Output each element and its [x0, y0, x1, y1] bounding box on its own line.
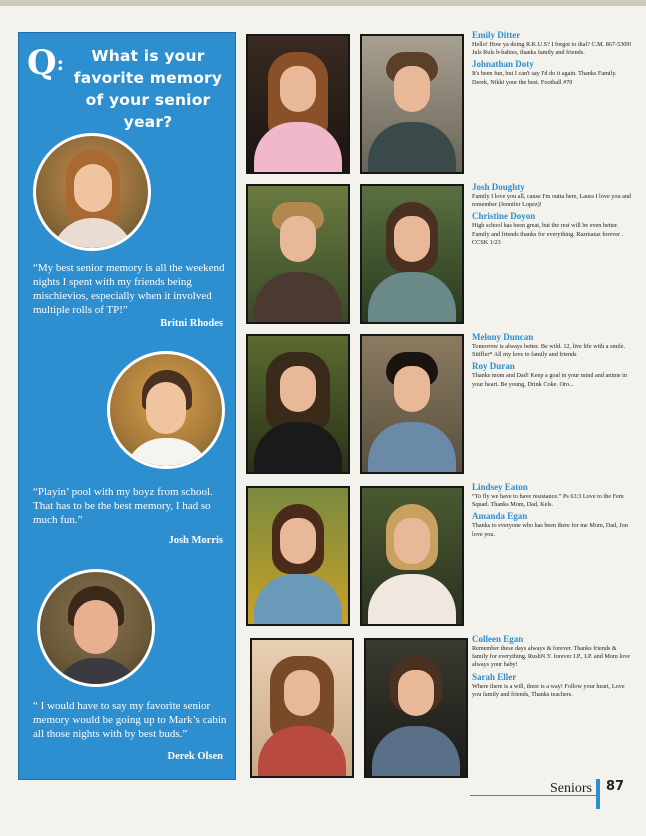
- student-name: Josh Doughty: [472, 182, 525, 192]
- student-name: Sarah Eller: [472, 671, 517, 682]
- photo-josh-doughty: [246, 184, 350, 324]
- student-message: Tomorrow is always better. Be wild. 12, live life with a smile. Stiffler* All my love to family and friends: [472, 343, 626, 359]
- page-top-edge: [0, 0, 646, 6]
- student-name: Amanda Egan: [472, 511, 528, 522]
- student-message: Remember these days always & forever. Thanks friends & family for everything. RushN.Y. forever J.P., LP. and Mom love always your baby!: [472, 645, 630, 669]
- photo-johnathan-doty: [360, 34, 464, 174]
- portrait-derek-olsen: [37, 569, 155, 687]
- footer-accent-bar: [596, 779, 600, 809]
- student-name: Lindsey Eaton: [472, 482, 528, 492]
- quote-text: “Playin’ pool with my boyz from school. That has to be the best memory, I had so much fun.”: [33, 486, 213, 526]
- section-label: Seniors: [550, 781, 592, 796]
- photo-lindsey-eaton: [246, 486, 350, 626]
- student-name: Johnathan Doty: [472, 59, 534, 70]
- student-message: Thanks mom and Dad! Keep a goal in your mind and anime in your heart. Be young, Drink Coke. Oro...: [472, 372, 627, 388]
- photo-roy-duran: [360, 334, 464, 474]
- caption-group: [472, 482, 632, 541]
- quote-text: “ I would have to say my favorite senior memory would be going up to Mark’s cabin all those nights with by best buds.”: [33, 700, 227, 740]
- student-message: It's been fun, but I can't say I'd do it again. Thanks Family. Derek, Nikki your the best. Football #70: [472, 70, 617, 86]
- quote-author: Josh Morris: [168, 535, 223, 546]
- caption-group: [472, 634, 632, 701]
- photo-colleen-egan: [250, 638, 354, 778]
- student-message: Where there is a will, there is a way! Follow your heart, Love you family and friends, Thanks teachers.: [472, 682, 625, 698]
- caption-group: [472, 182, 632, 249]
- photo-sarah-eller: [364, 638, 468, 778]
- question-title: What is your favorite memory of your senior year?: [73, 47, 223, 131]
- student-name: Roy Duran: [472, 361, 515, 372]
- student-message: “To fly we have to have resistance.” Ps 63:3 Love to the Fem Squad. Thanks Mom, Dad, Kels.: [472, 493, 624, 509]
- caption-group: [472, 30, 632, 89]
- portrait-josh-morris: [107, 351, 225, 469]
- student-name: Christine Doyon: [472, 211, 536, 222]
- student-message: Family I love you all, cause I'm outta here, Laura I love you and remember (Jennifer Lopez)!: [472, 193, 632, 209]
- student-message: Thanks to everyone who has been there for me Mom, Dad, Jon love you.: [472, 522, 628, 538]
- quote-author: Derek Olsen: [167, 751, 223, 762]
- photo-melony-duncan: [246, 334, 350, 474]
- quote-author: Britni Rhodes: [160, 318, 223, 329]
- student-name: Colleen Egan: [472, 634, 524, 644]
- student-name: Melony Duncan: [472, 332, 534, 342]
- photo-christine-doyon: [360, 184, 464, 324]
- photo-emily-ditter: [246, 34, 350, 174]
- student-name: Emily Ditter: [472, 30, 521, 40]
- question-panel: [18, 32, 236, 780]
- quote-text: “My best senior memory is all the weekend nights I spent with my friends being mischievios, especially when it involved multiple rolls of TP!”: [33, 262, 225, 316]
- portrait-britni-rhodes: [33, 133, 151, 251]
- student-message: High school has been great, but the rest will be even better. Family and friends thanks for everything. Razmataz forever . CCSK 1/23: [472, 222, 624, 246]
- page-number: 87: [606, 779, 625, 794]
- q-letter: Q:: [27, 43, 65, 83]
- caption-group: [472, 332, 632, 391]
- student-message: Hello! How ya doing R.K.U.S? I forgot to dial? C.M. 867-5309! Juls Ruls b-babies, thanks family and friends.: [472, 41, 632, 57]
- photo-amanda-egan: [360, 486, 464, 626]
